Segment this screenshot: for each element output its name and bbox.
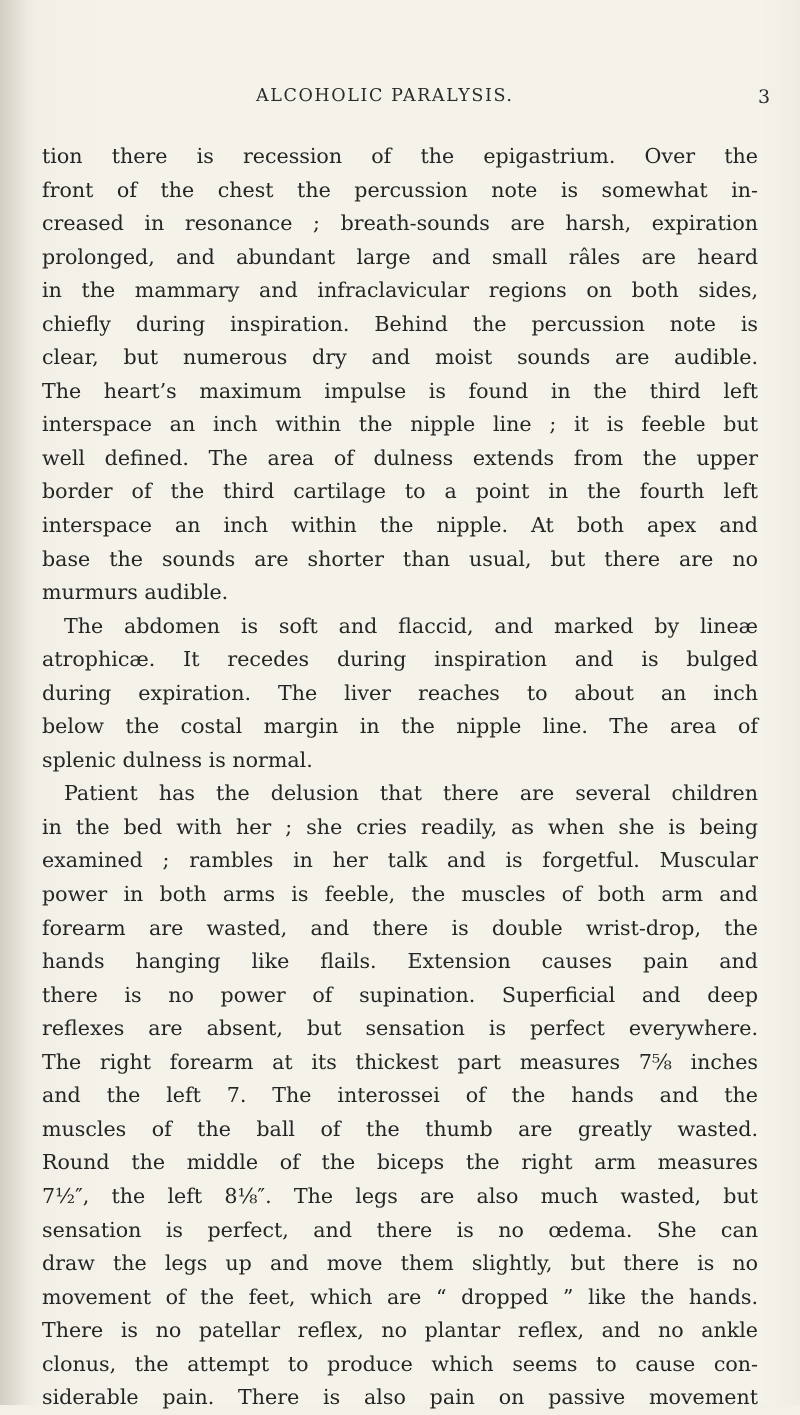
text-line: The right forearm at its thickest part measures 7⅝ inches: [42, 1049, 758, 1074]
text-line: There is no patellar reflex, no plantar reflex, and no ankle: [42, 1318, 758, 1343]
page-header: [0, 86, 800, 116]
text-line: tion there is recession of the epigastrium. Over the: [42, 144, 758, 168]
text-line: draw the legs up and move them slightly, but there is no: [42, 1251, 758, 1276]
text-line: below the costal margin in the nipple line. The area of: [42, 714, 758, 739]
text-line: clear, but numerous dry and moist sounds are audible.: [42, 345, 758, 370]
text-line: chiefly during inspiration. Behind the percussion note is: [42, 311, 758, 336]
text-line: 7½″, the left 8⅛″. The legs are also much wasted, but: [42, 1183, 758, 1208]
text-line: hands hanging like flails. Extension causes pain and: [42, 949, 758, 974]
text-line: muscles of the ball of the thumb are greatly wasted.: [42, 1116, 758, 1141]
text-line: interspace an inch within the nipple. At both apex and: [42, 513, 758, 538]
text-line: in the mammary and infraclavicular regions on both sides,: [42, 278, 758, 303]
text-line: creased in resonance ; breath-sounds are harsh, expiration: [42, 211, 758, 236]
text-line: interspace an inch within the nipple line ; it is feeble but: [42, 412, 758, 437]
text-line: Round the middle of the biceps the right arm measures: [42, 1150, 758, 1175]
page-number: 3: [758, 86, 771, 108]
text-line: splenic dulness is normal.: [42, 747, 313, 772]
text-line: and the left 7. The interossei of the hands and the: [42, 1083, 758, 1108]
text-line: front of the chest the percussion note is somewhat in-: [42, 177, 758, 202]
text-line: siderable pain. There is also pain on passive movement: [42, 1385, 758, 1410]
text-line: during expiration. The liver reaches to about an inch: [42, 680, 758, 705]
gutter-shadow: [0, 0, 28, 1405]
text-line: prolonged, and abundant large and small râles are heard: [42, 244, 758, 269]
text-line: Patient has the delusion that there are several children: [64, 781, 758, 806]
text-line: there is no power of supination. Superficial and deep: [42, 982, 758, 1007]
text-line: atrophicæ. It recedes during inspiration and is bulged: [42, 647, 758, 672]
text-line: border of the third cartilage to a point in the fourth left: [42, 479, 758, 504]
body-text: [42, 140, 758, 1415]
text-line: sensation is perfect, and there is no œdema. She can: [42, 1217, 758, 1242]
text-line: well defined. The area of dulness extends from the upper: [42, 445, 758, 470]
text-line: base the sounds are shorter than usual, but there are no: [42, 546, 758, 571]
text-line: power in both arms is feeble, the muscles of both arm and: [42, 882, 758, 907]
text-line: examined ; rambles in her talk and is forgetful. Muscular: [42, 848, 758, 873]
text-line: The abdomen is soft and flaccid, and marked by lineæ: [64, 613, 758, 638]
text-line: movement of the feet, which are “ dropped ” like the hands.: [42, 1284, 758, 1309]
text-line: murmurs audible.: [42, 580, 229, 605]
text-line: forearm are wasted, and there is double wrist-drop, the: [42, 915, 758, 940]
text-line: reflexes are absent, but sensation is perfect everywhere.: [42, 1016, 758, 1041]
text-line: The heart’s maximum impulse is found in the third left: [42, 378, 758, 403]
running-title: ALCOHOLIC PARALYSIS.: [256, 86, 514, 106]
text-line: in the bed with her ; she cries readily, as when she is being: [42, 814, 758, 839]
text-line: clonus, the attempt to produce which seems to cause con-: [42, 1351, 758, 1376]
